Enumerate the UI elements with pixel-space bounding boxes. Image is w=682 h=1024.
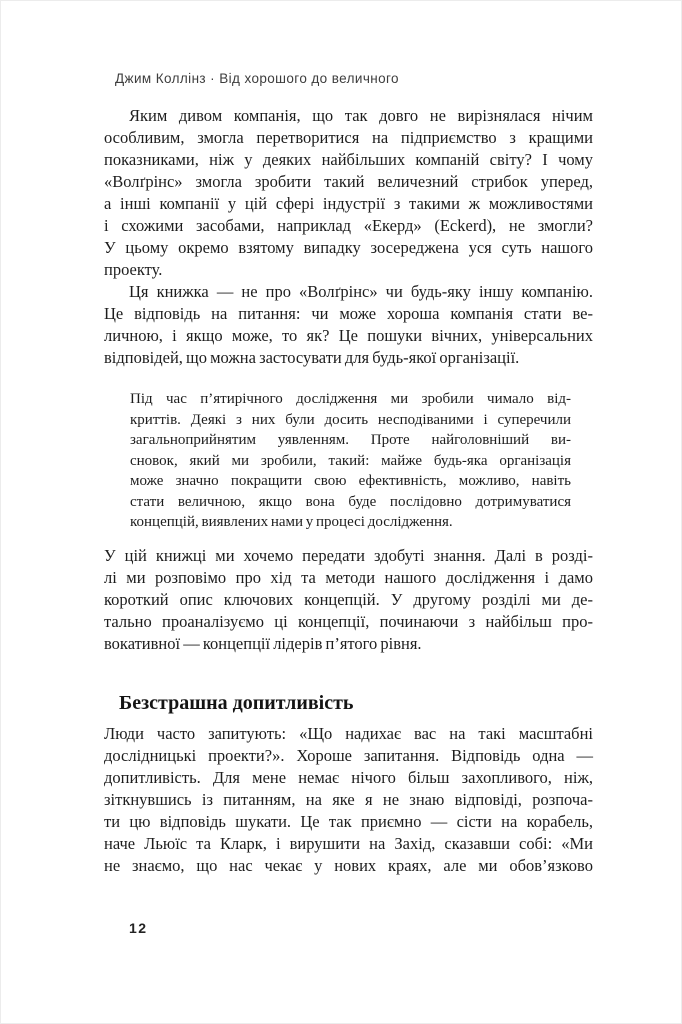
text-line: Це відповідь на питання: чи може хороша компанія стати ве- bbox=[104, 304, 593, 323]
page-content bbox=[104, 105, 593, 877]
text-line: а інші компанії у цій сфері індустрії з такими ж можливостями bbox=[104, 194, 593, 213]
text-line: допитливість. Для мене немає нічого більш захопливого, ніж, bbox=[104, 767, 593, 787]
text-line: вокативної — концепції лідерів п’ятого рівня. bbox=[104, 633, 422, 653]
text-line: Під час п’ятирічного дослідження ми зробили чимало від- bbox=[130, 391, 571, 407]
body-paragraph bbox=[104, 545, 593, 655]
block-quote bbox=[130, 389, 571, 533]
text-line: короткий опис ключових концепцій. У другому розділі ми де- bbox=[104, 589, 593, 609]
text-line: концепцій, виявлених нами у процесі дослідження. bbox=[130, 514, 453, 530]
text-line: лі ми розповімо про хід та методи нашого дослідження і дамо bbox=[104, 567, 593, 587]
text-line: може значно покращити свою ефективність, можливо, навіть bbox=[130, 473, 571, 489]
text-line: личною, і якщо може, то як? Це пошуки вічних, універсальних bbox=[104, 326, 593, 345]
body-paragraph bbox=[104, 105, 593, 281]
text-line: наче Льюїс та Кларк, і вирушити на Захід, сказавши собі: «Ми bbox=[104, 833, 593, 853]
text-line: ти цю відповідь шукати. Це так приємно — сісти на корабель, bbox=[104, 811, 593, 831]
text-line: Люди часто запитують: «Що надихає вас на такі масштабні bbox=[104, 723, 593, 743]
text-line: зіткнувшись із питанням, на яке я не знаю відповіді, розпоча- bbox=[104, 789, 593, 809]
text-line: особливим, змогла перетворитися на підприємство з кращими bbox=[104, 128, 593, 147]
text-line: Ця книжка — не про «Волґрінс» чи будь-яку іншу компанію. bbox=[129, 282, 593, 301]
text-line: проекту. bbox=[104, 260, 163, 279]
text-line: стати величною, якщо вона буде послідовно дотримуватися bbox=[130, 493, 571, 510]
text-line: показниками, ніж у деяких найбільших компаній світу? І чому bbox=[104, 150, 593, 169]
running-header: Джим Коллінз · Від хорошого до величного bbox=[115, 71, 399, 86]
text-line: криттів. Деякі з них були досить несподіваними і суперечили bbox=[130, 411, 571, 428]
text-line: У цьому окремо взятому випадку зосереджена уся суть нашого bbox=[104, 238, 593, 257]
text-line: і схожими засобами, наприклад «Екерд» (Eckerd), не змогли? bbox=[104, 216, 593, 235]
text-line: загальноприйнятим уявленням. Проте найголовніший ви- bbox=[130, 432, 571, 448]
text-line: У цій книжці ми хочемо передати здобуті знання. Далі в розді- bbox=[104, 545, 593, 565]
text-line: дослідницькі проекти?». Хороше запитання. Відповідь одна — bbox=[104, 745, 593, 765]
text-line: тально проаналізуємо ці концепції, починаючи з найбільш про- bbox=[104, 611, 593, 631]
body-paragraph bbox=[104, 281, 593, 369]
text-line: сновок, який ми зробили, такий: майже будь-яка організація bbox=[130, 452, 571, 469]
text-line: Яким дивом компанія, що так довго не вирізнялася нічим bbox=[129, 106, 593, 125]
body-paragraph bbox=[104, 723, 593, 877]
section-heading: Безстрашна допитливість bbox=[119, 691, 354, 714]
text-line: відповідей, що можна застосувати для будь-якої організації. bbox=[104, 348, 520, 367]
page-number: 12 bbox=[129, 920, 148, 936]
text-line: не знаємо, що нас чекає у нових краях, але ми обов’язково bbox=[104, 855, 593, 875]
text-line: «Волґрінс» змогла зробити такий величезний стрибок уперед, bbox=[104, 172, 593, 191]
